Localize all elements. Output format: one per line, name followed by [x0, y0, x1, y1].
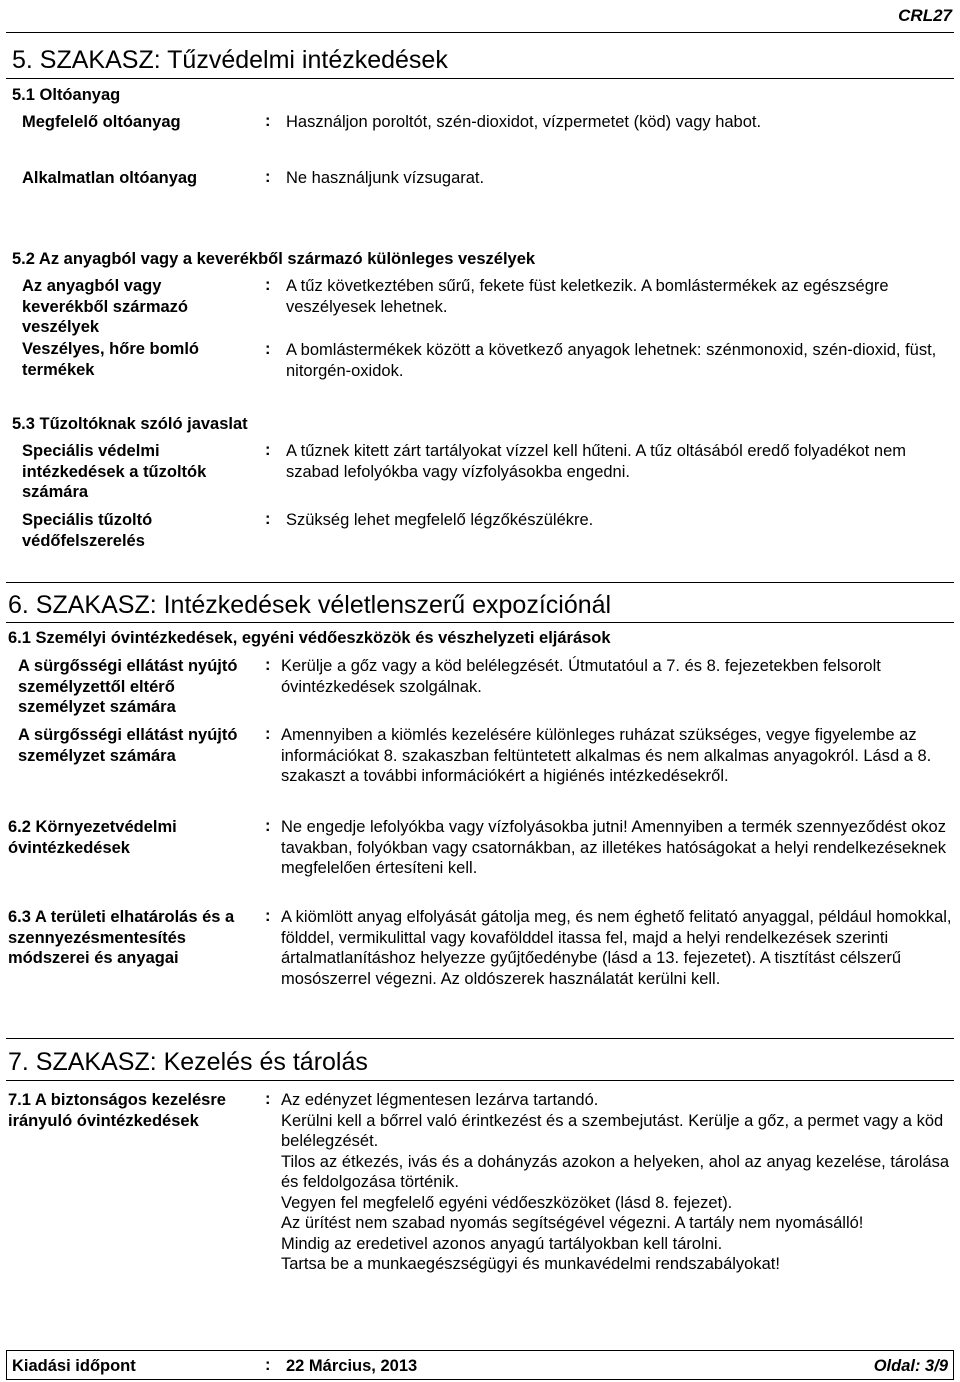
label-environmental-precautions: 6.2 Környezetvédelmi óvintézkedések [8, 818, 177, 857]
value-environmental-precautions: Ne engedje lefolyókba vagy vízfolyásokba jutni! Amennyiben a termék szennyeződést okoz tavakban, folyókban vagy csatornákban, az illetékes hatóságokat a helyi rendelkezéseknek megfelelően értesíteni kell. [281, 818, 946, 877]
colon: : [265, 725, 271, 743]
handling-line: Vegyen fel megfelelő egyéni védőeszközöket (lásd 8. fejezet). [281, 1193, 733, 1212]
value-containment-cleanup: A kiömlött anyag elfolyását gátolja meg, és nem éghető felitató anyaggal, például homokkal, földdel, vermikulittal vagy kovafölddel itassa fel, majd a helyi rendelkezések szerinti ártalmatlanításhoz helyezze gyűjtőedénybe (lásd a 13. fejezetet). A tisztítást célszerű mosószerrel végezni. Az oldószerek használatát kerülni kell. [281, 908, 952, 988]
colon: : [265, 441, 271, 459]
label-firefighter-equipment: Speciális tűzoltó védőfelszerelés [22, 511, 153, 550]
colon: : [265, 510, 271, 528]
section-6-title: 6. SZAKASZ: Intézkedések véletlenszerű expozíciónál [8, 591, 612, 619]
label-non-emergency-personnel: A sürgősségi ellátást nyújtó személyzettől eltérő személyzet számára [18, 657, 238, 716]
header-divider [6, 32, 954, 33]
section-5-title: 5. SZAKASZ: Tűzvédelmi intézkedések [12, 46, 448, 74]
handling-line: Mindig az eredetivel azonos anyagú tartályokban kell tárolni. [281, 1234, 723, 1253]
value-firefighter-equipment: Szükség lehet megfelelő légzőkészülékre. [286, 511, 594, 529]
colon: : [265, 907, 271, 925]
footer-issue-label: Kiadási időpont [12, 1357, 136, 1375]
section-5-2-heading: 5.2 Az anyagból vagy a keverékből származó különleges veszélyek [12, 250, 536, 268]
label-decomposition-products: Veszélyes, hőre bomló termékek [22, 340, 199, 379]
value-unsuitable-extinguisher: Ne használjunk vízsugarat. [286, 169, 485, 187]
handling-line: Tartsa be a munkaegészségügyi és munkavédelmi rendszabályokat! [281, 1255, 780, 1273]
value-non-emergency-personnel: Kerülje a gőz vagy a köd belélegzését. Útmutatóul a 7. és 8. fejezetekben felsorolt óvintézkedések szolgálnak. [281, 657, 881, 696]
footer-issue-date: 22 Március, 2013 [286, 1357, 418, 1375]
section-6-top-rule [6, 582, 954, 583]
value-emergency-responders: Amennyiben a kiömlés kezelésére különleges ruházat szükséges, vegye figyelembe az információkat 8. szakaszban feltüntetett alkalmas és nem alkalmas anyagokról. Lásd a 8. szakaszt a további információkért a higiénés intézkedésekről. [281, 726, 932, 785]
colon: : [265, 168, 271, 186]
section-5-title-rule [6, 78, 954, 79]
handling-line: Az ürítést nem szabad nyomás segítségével végezni. A tartály nem nyomásálló! [281, 1214, 864, 1232]
handling-line: Kerülni kell a bőrrel való érintkezést és a szembejutást. Kerülje a gőz, a permet vagy a köd belélegzését. [281, 1111, 944, 1150]
value-decomposition-products: A bomlástermékek között a következő anyagok lehetnek: szénmonoxid, szén-dioxid, füst, nitorgén-oxidok. [286, 341, 937, 380]
section-5-1-heading: 5.1 Oltóanyag [12, 86, 121, 104]
value-safe-handling [281, 1090, 953, 1275]
section-5-3-heading: 5.3 Tűzoltóknak szóló javaslat [12, 415, 248, 433]
label-unsuitable-extinguisher: Alkalmatlan oltóanyag [22, 169, 198, 187]
value-substance-hazards: A tűz következtében sűrű, fekete füst keletkezik. A bomlástermékek az egészségre veszélyesek lehetnek. [286, 277, 889, 316]
colon: : [265, 1090, 271, 1108]
section-7-title-rule [6, 1080, 954, 1081]
colon: : [265, 340, 271, 358]
footer-page-number: Oldal: 3/9 [873, 1357, 948, 1375]
colon: : [265, 817, 271, 835]
section-7-title: 7. SZAKASZ: Kezelés és tárolás [8, 1048, 368, 1076]
section-6-title-rule [6, 622, 954, 623]
label-substance-hazards: Az anyagból vagy keverékből származó veszélyek [22, 277, 189, 336]
label-safe-handling: 7.1 A biztonságos kezelésre irányuló óvintézkedések [8, 1091, 226, 1130]
colon: : [265, 656, 271, 674]
label-suitable-extinguisher: Megfelelő oltóanyag [22, 113, 181, 131]
label-emergency-responders: A sürgősségi ellátást nyújtó személyzet számára [18, 726, 238, 765]
value-suitable-extinguisher: Használjon poroltót, szén-dioxidot, vízpermetet (köd) vagy habot. [286, 113, 762, 131]
footer-box [6, 1350, 954, 1380]
label-firefighter-measures: Speciális védelmi intézkedések a tűzoltók számára [22, 442, 207, 501]
handling-line: Az edényzet légmentesen lezárva tartandó. [281, 1091, 599, 1109]
section-6-1-heading: 6.1 Személyi óvintézkedések, egyéni védőeszközök és vészhelyzeti eljárások [8, 629, 611, 647]
section-7-top-rule [6, 1038, 954, 1039]
colon: : [265, 276, 271, 294]
value-firefighter-measures: A tűznek kitett zárt tartályokat vízzel kell hűteni. A tűz oltásából eredő folyadékot nem szabad lefolyókba vagy vízfolyásokba engedni. [286, 442, 907, 481]
colon: : [265, 112, 271, 130]
document-code: CRL27 [898, 6, 952, 25]
handling-line: Tilos az étkezés, ivás és a dohányzás azokon a helyeken, ahol az anyag kezelése, tárolása és feldolgozása történik. [281, 1152, 950, 1191]
colon: : [265, 1356, 271, 1374]
label-containment-cleanup: 6.3 A területi elhatárolás és a szennyezésmentesítés módszerei és anyagai [8, 908, 235, 967]
